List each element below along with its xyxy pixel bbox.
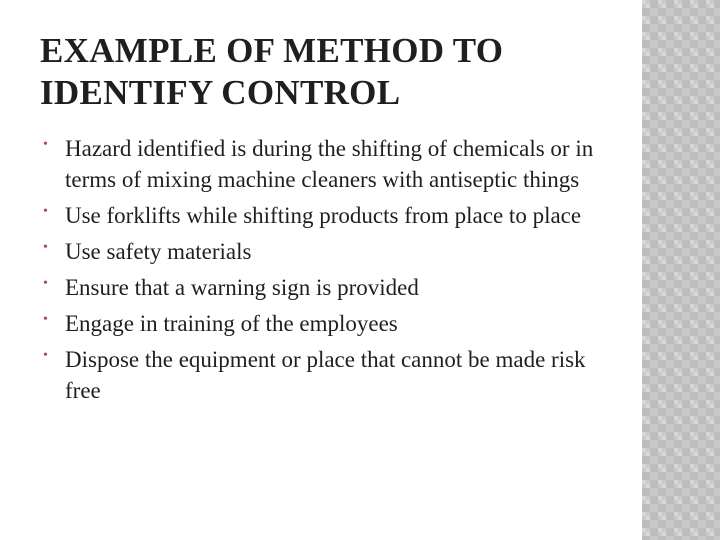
bullet-dot-icon: • (43, 137, 48, 152)
bullet-item (40, 344, 600, 406)
bullet-item (40, 200, 600, 231)
bullet-dot-icon: • (43, 204, 48, 219)
bullet-text: Use forklifts while shifting products from place to place (65, 203, 582, 228)
bullet-dot-icon: • (43, 240, 48, 255)
slide-title: EXAMPLE OF METHOD TO IDENTIFY CONTROL (40, 31, 504, 112)
decorative-side-pattern (642, 0, 720, 540)
bullet-dot-icon: • (43, 312, 48, 327)
bullet-item (40, 272, 600, 303)
bullet-dot-icon: • (43, 276, 48, 291)
bullet-text: Use safety materials (65, 239, 252, 264)
bullet-text: Hazard identified is during the shifting of chemicals or in terms of mixing machine cleaners with antiseptic things (65, 136, 594, 192)
bullet-list (40, 133, 600, 411)
bullet-dot-icon: • (43, 348, 48, 363)
bullet-text: Dispose the equipment or place that cannot be made risk free (65, 347, 586, 403)
bullet-text: Ensure that a warning sign is provided (65, 275, 419, 300)
bullet-item (40, 308, 600, 339)
bullet-text: Engage in training of the employees (65, 311, 398, 336)
bullet-item (40, 133, 600, 195)
bullet-item (40, 236, 600, 267)
